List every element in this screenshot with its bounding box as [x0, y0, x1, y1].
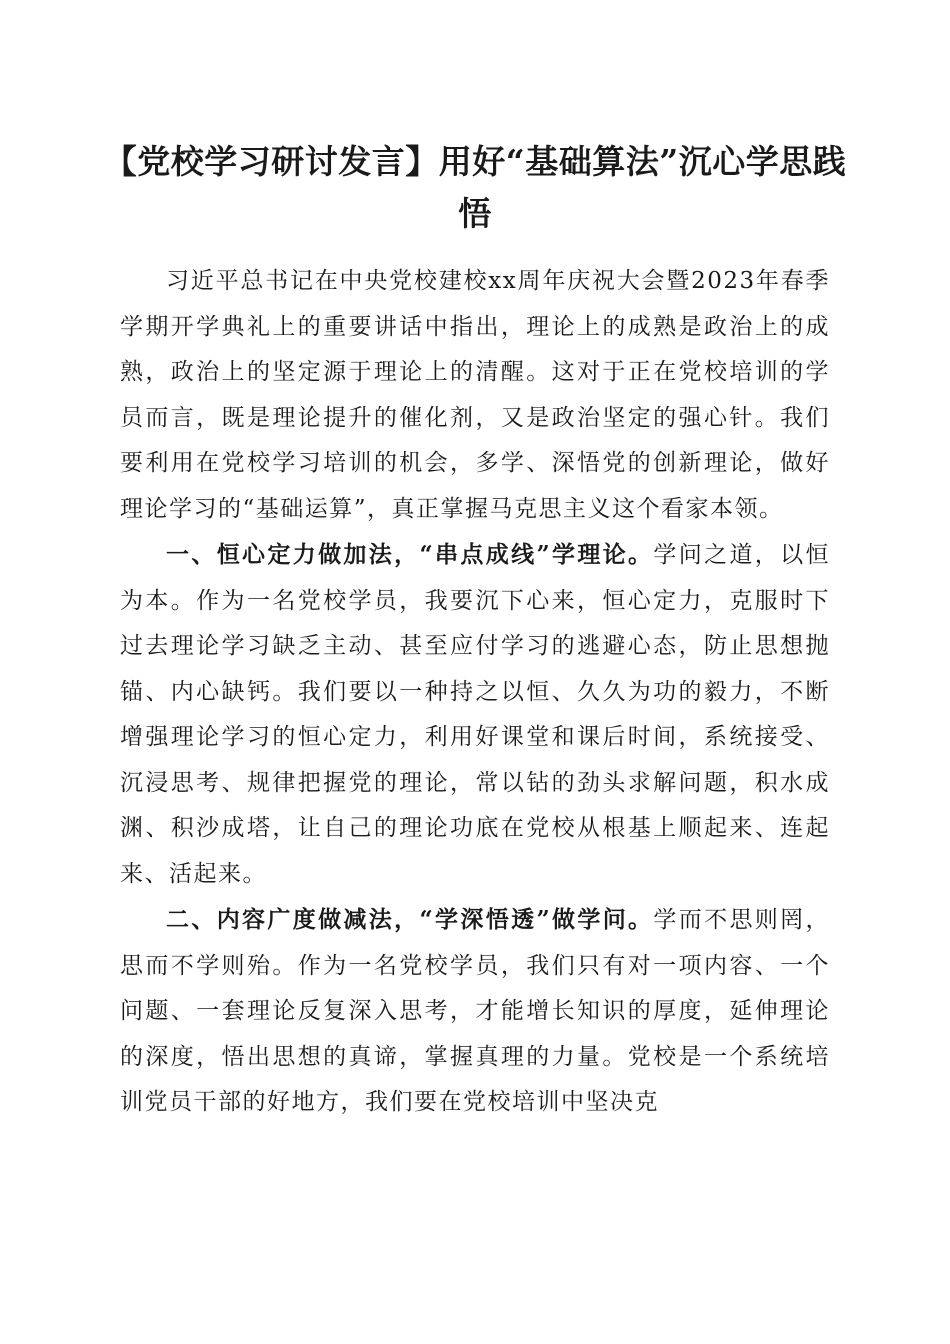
paragraph-text: 学问之道，以恒为本。作为一名党校学员，我要沉下心来，恒心定力，克服时下过去理论学习缺乏主动、甚至应付学习的逃避心态，防止思想抛锚、内心缺钙。我们要以一种持之以恒、久久为功的毅力，不断增强理论学习的恒心定力，利用好课堂和课后时间，系统接受、沉浸思考、规律把握党的理论，常以钻的劲头求解问题，积水成渊、积沙成塔，让自己的理论功底在党校从根基上顺起来、连起来、活起来。 [120, 542, 830, 887]
document-body [120, 258, 830, 1126]
document-title: 【党校学习研讨发言】用好“基础算法”沉心学思践悟 [103, 142, 847, 233]
section-2-heading: 二、内容广度做减法，“学深悟透”做学问。 [166, 906, 654, 933]
paragraph-text: 学而不思则罔，思而不学则殆。作为一名党校学员，我们只有对一项内容、一个问题、一套理论反复深入思考，才能增长知识的厚度，延伸理论的深度，悟出思想的真谛，掌握真理的力量。党校是一个系统培训党员干部的好地方，我们要在党校培训中坚决克 [120, 907, 830, 1115]
paragraph-intro [120, 258, 830, 532]
section-1-heading: 一、恒心定力做加法，“串点成线”学理论。 [166, 541, 654, 568]
paragraph-text: 习近平总书记在中央党校建校xx周年庆祝大会暨2023年春季学期开学典礼上的重要讲话中指出，理论上的成熟是政治上的成熟，政治上的坚定源于理论上的清醒。这对于正在党校培训的学员而言，既是理论提升的催化剂，又是政治坚定的强心针。我们要利用在党校学习培训的机会，多学、深悟党的创新理论，做好理论学习的“基础运算”，真正掌握马克思主义这个看家本领。 [120, 268, 830, 522]
paragraph-section-1 [120, 532, 830, 897]
paragraph-section-2 [120, 897, 830, 1126]
